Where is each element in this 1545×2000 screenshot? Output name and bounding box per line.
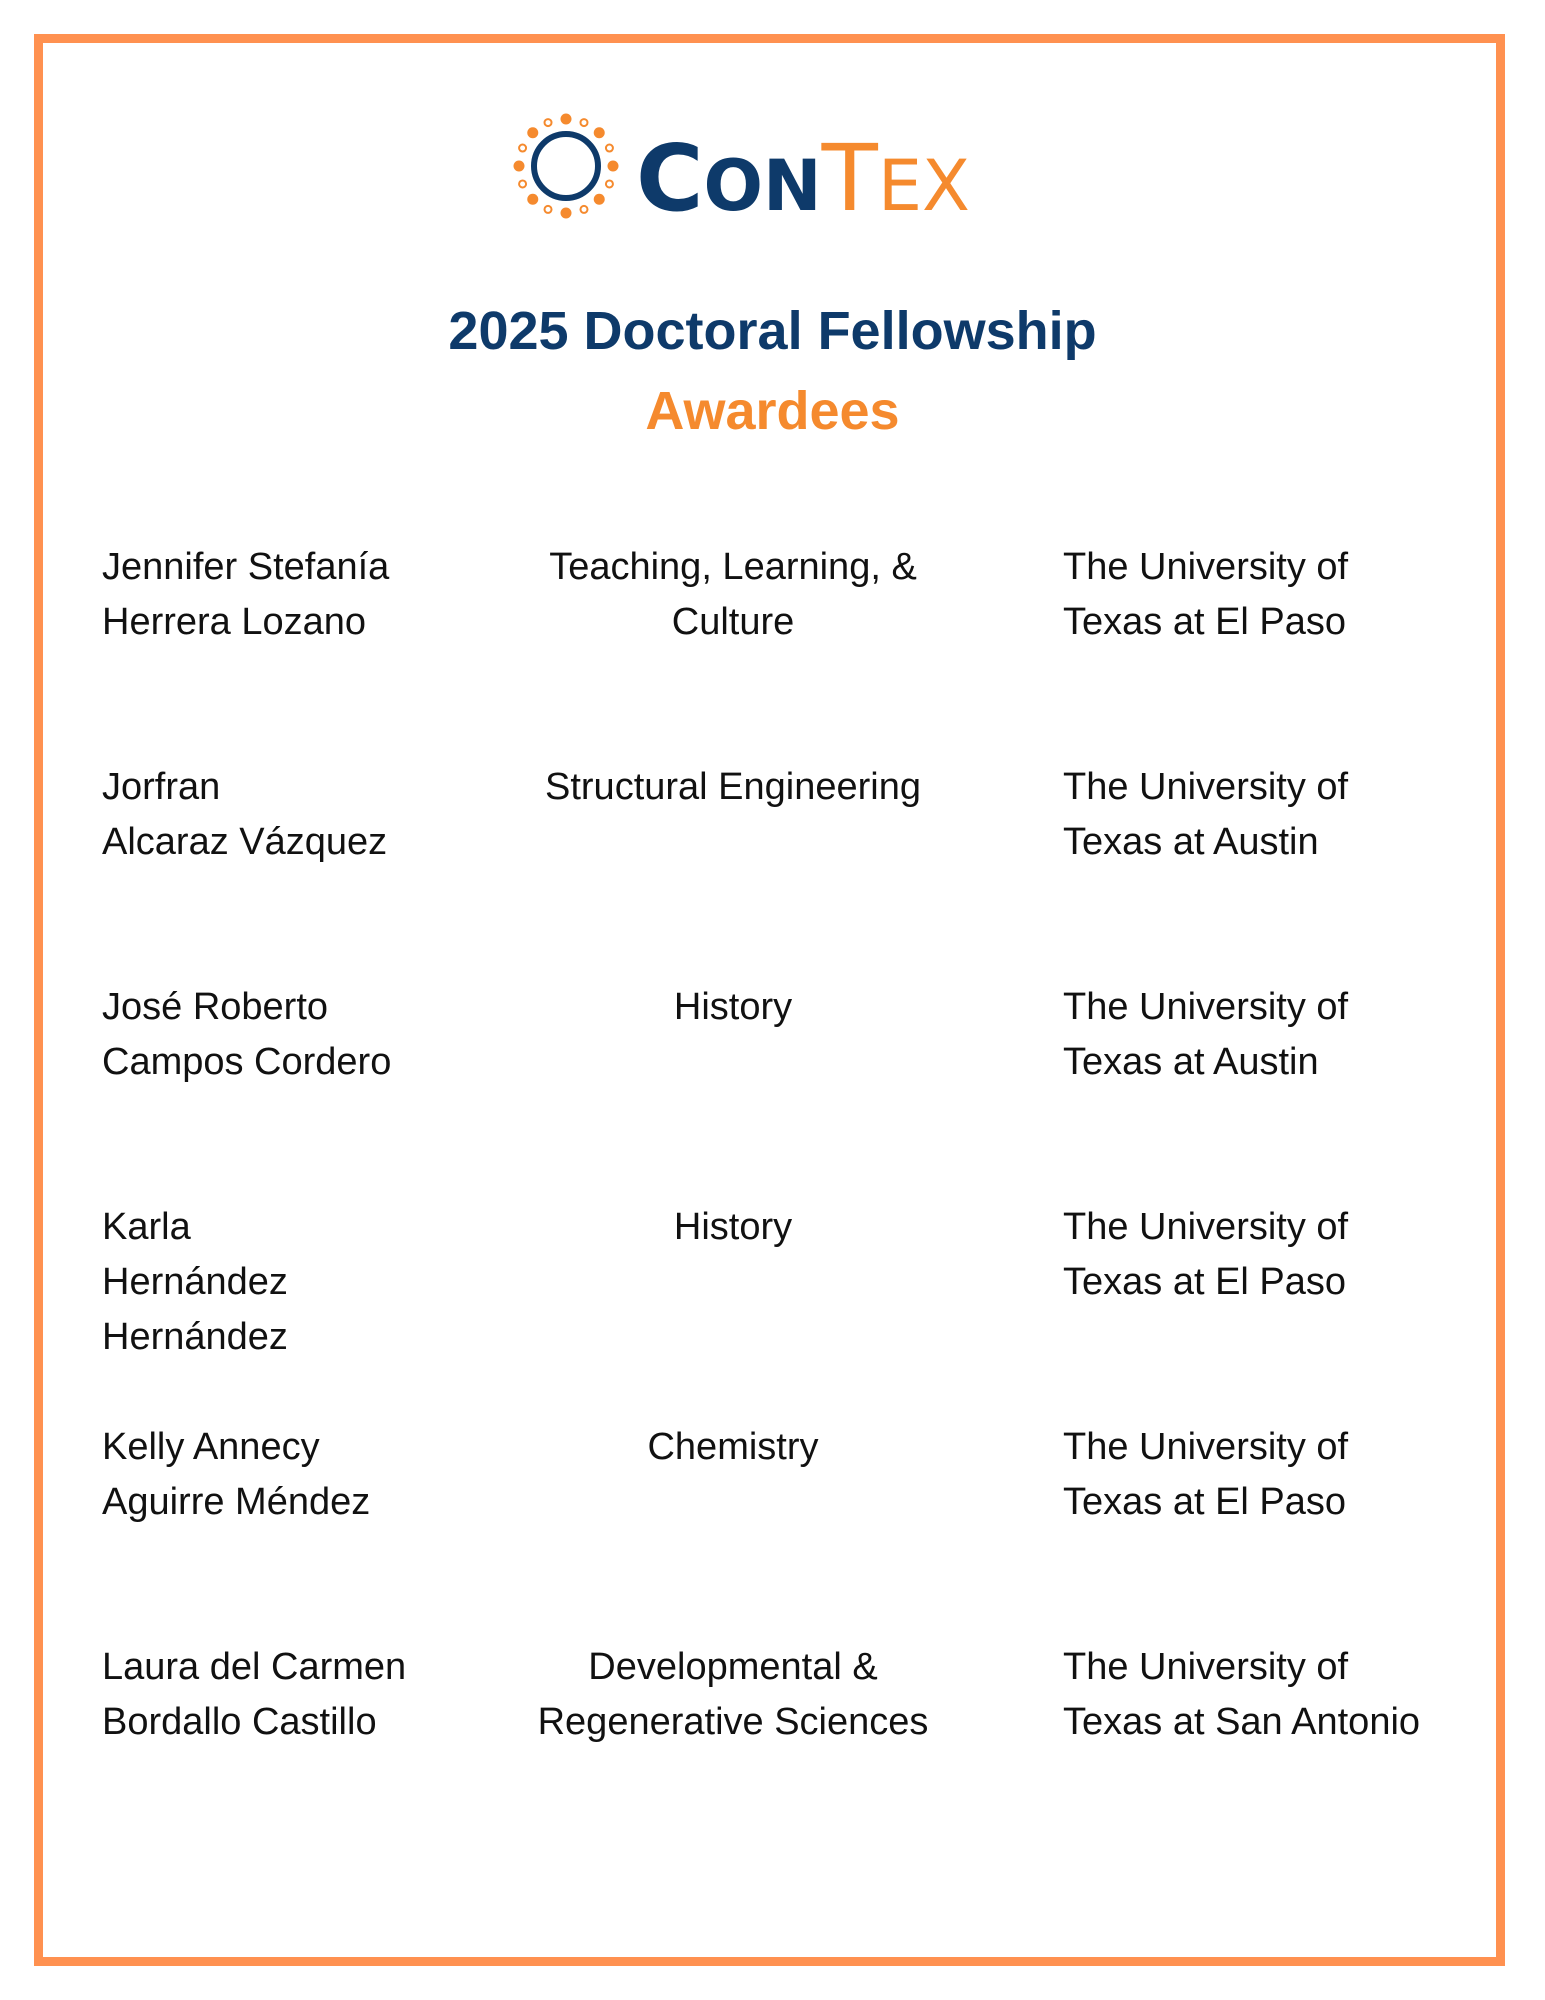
awardee-field [500, 980, 966, 1035]
logo-dot [527, 194, 538, 205]
awardee-field-line: Structural Engineering [545, 766, 921, 808]
awardee-field-line: Teaching, Learning, & [549, 546, 917, 588]
awardee-name-line: Karla [102, 1206, 191, 1248]
logo-dot [561, 114, 572, 125]
awardee-university-line: The University of [1063, 546, 1349, 588]
awardee-name-line: Hernández [102, 1261, 288, 1303]
awardee-name-line: Laura del Carmen [102, 1646, 407, 1688]
logo-graphic [506, 108, 1046, 228]
awardee-university-line: The University of [1063, 986, 1349, 1028]
awardee-university-line: Texas at San Antonio [1063, 1701, 1421, 1743]
awardee-university-line: Texas at El Paso [1063, 1481, 1347, 1523]
logo-dot [519, 180, 526, 187]
awardee-row [0, 1200, 1545, 1420]
awardee-university [1063, 760, 1483, 870]
awardee-row [0, 1420, 1545, 1640]
logo-dot [545, 119, 552, 126]
awardee-field [500, 760, 966, 815]
awardee-field-line: History [673, 1206, 793, 1248]
awardee-field-line: Chemistry [647, 1426, 819, 1468]
awardee-field [500, 540, 966, 650]
awardee-name-line: Bordallo Castillo [102, 1701, 377, 1743]
awardee-field [500, 1640, 966, 1750]
awardee-name-line: Herrera Lozano [102, 601, 367, 643]
awardee-university [1063, 1420, 1483, 1530]
awardee-university-line: Texas at El Paso [1063, 601, 1347, 643]
awardee-name [102, 1420, 462, 1530]
awardee-field-line: Culture [671, 601, 795, 643]
logo-dot-ring [514, 114, 619, 219]
awardee-university-line: The University of [1063, 766, 1349, 808]
awardee-university-line: The University of [1063, 1646, 1349, 1688]
awardee-university-line: Texas at Austin [1063, 821, 1319, 863]
awardee-university-line: The University of [1063, 1426, 1349, 1468]
logo-dot [606, 145, 613, 152]
awardee-name-line: Jennifer Stefanía [102, 546, 390, 588]
awardees-list [0, 540, 1545, 1860]
logo-dot [580, 119, 587, 126]
logo-dot [606, 180, 613, 187]
logo-dot [519, 145, 526, 152]
contex-logo [506, 108, 1046, 228]
awardee-university [1063, 1640, 1483, 1750]
awardee-name [102, 1640, 462, 1750]
awardee-university [1063, 540, 1483, 650]
awardee-university-line: The University of [1063, 1206, 1349, 1248]
logo-dot [514, 161, 525, 172]
awardee-field [500, 1420, 966, 1475]
awardee-name-line: Campos Cordero [102, 1041, 392, 1083]
logo-dot [580, 206, 587, 213]
awardee-name-line: Jorfran [102, 766, 221, 808]
logo-dot [527, 127, 538, 138]
awardee-university-line: Texas at El Paso [1063, 1261, 1347, 1303]
logo-circle [534, 134, 598, 198]
awardee-name-line: José Roberto [102, 986, 329, 1028]
awardee-name-line: Aguirre Méndez [102, 1481, 371, 1523]
awardee-university [1063, 1200, 1483, 1310]
logo-text-con: CONTEX [636, 125, 971, 228]
awardee-name-line: Kelly Annecy [102, 1426, 320, 1468]
awardee-field-line: Developmental & [588, 1646, 878, 1688]
awardee-name-line: Hernández [102, 1316, 288, 1358]
logo-dot [608, 161, 619, 172]
awardee-name-line: Alcaraz Vázquez [102, 821, 388, 863]
page-subtitle: Awardees [645, 381, 900, 441]
awardee-name [102, 1200, 462, 1365]
logo-dot [594, 194, 605, 205]
awardee-field-line: History [673, 986, 793, 1028]
awardee-university-line: Texas at Austin [1063, 1041, 1319, 1083]
awardee-name [102, 540, 462, 650]
awardee-university [1063, 980, 1483, 1090]
logo-dot [594, 127, 605, 138]
awardee-field-line: Regenerative Sciences [537, 1701, 929, 1743]
awardee-field [500, 1200, 966, 1255]
awardee-row [0, 760, 1545, 980]
awardee-row [0, 540, 1545, 760]
logo-dot [545, 206, 552, 213]
awardee-row [0, 1640, 1545, 1860]
awardee-name [102, 980, 462, 1090]
awardee-name [102, 760, 462, 870]
page-title: 2025 Doctoral Fellowship [448, 301, 1097, 361]
logo-dot [561, 208, 572, 219]
awardee-row [0, 980, 1545, 1200]
